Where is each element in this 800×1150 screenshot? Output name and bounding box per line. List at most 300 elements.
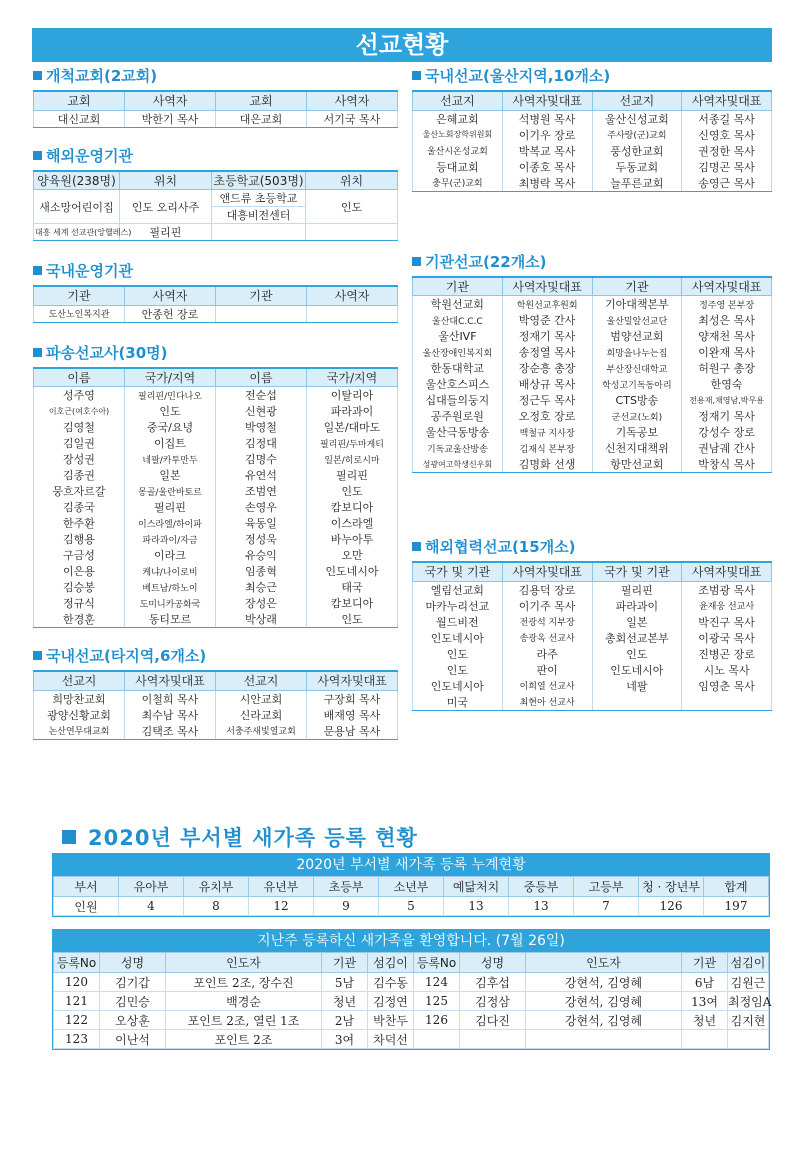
table-header: 사역자및대표 bbox=[502, 277, 592, 296]
table-header: 사역자및대표 bbox=[682, 562, 772, 581]
table-cell: 진병곤 장로 bbox=[682, 646, 772, 662]
table-cell: 대흥 세계 선교관(앙헬레스) bbox=[34, 224, 120, 241]
table-cell: 필리핀/민다나오 bbox=[125, 387, 216, 404]
table-row bbox=[413, 456, 772, 473]
table-cell: 울산IVF bbox=[413, 328, 503, 344]
table-header: 사역자및대표 bbox=[502, 562, 592, 581]
table-cell: 최성은 목사 bbox=[682, 312, 772, 328]
table-cell: 베트남/하노이 bbox=[125, 579, 216, 595]
square-bullet-icon bbox=[33, 266, 42, 275]
welcome-box bbox=[52, 929, 770, 1050]
table-header: 등록No bbox=[54, 953, 100, 973]
table-cell bbox=[728, 1030, 769, 1049]
table-row bbox=[34, 387, 398, 404]
table-cell: 13 bbox=[444, 897, 509, 916]
domestic-other-section bbox=[33, 646, 398, 740]
table-row bbox=[34, 419, 398, 435]
overseas-agencies-section bbox=[33, 146, 398, 242]
table-cell: 전용재,채영남,박무용 bbox=[682, 392, 772, 408]
table-cell: 석병원 목사 bbox=[502, 110, 592, 127]
table-cell: 권남궤 간사 bbox=[682, 440, 772, 456]
table-cell: 121 bbox=[54, 992, 100, 1011]
table-cell bbox=[307, 305, 398, 322]
summary-table bbox=[53, 876, 769, 916]
table-cell: 이기주 목사 bbox=[502, 598, 592, 614]
table-cell: 구금성 bbox=[34, 547, 125, 563]
table-cell: 김정연 bbox=[368, 992, 414, 1011]
table-cell: 일본/히로시마 bbox=[307, 451, 398, 467]
table-cell: 김종국 bbox=[34, 499, 125, 515]
table-cell: 박찬두 bbox=[368, 1011, 414, 1030]
table-header: 기관 bbox=[682, 953, 728, 973]
table-cell: 울산신성교회 bbox=[592, 110, 682, 127]
table-cell: 이철희 목사 bbox=[125, 690, 216, 707]
table-cell: 김지현 bbox=[728, 1011, 769, 1030]
table-header: 국가/지역 bbox=[125, 368, 216, 387]
table-cell: 항만선교회 bbox=[592, 456, 682, 473]
table-row bbox=[34, 467, 398, 483]
table-header: 위치 bbox=[120, 171, 212, 190]
table-cell: 이스라엘/하이파 bbox=[125, 515, 216, 531]
table-cell: 김수동 bbox=[368, 973, 414, 992]
table-cell: 5 bbox=[379, 897, 444, 916]
table-row bbox=[413, 344, 772, 360]
table-cell: 인도네시아 bbox=[592, 662, 682, 678]
page-banner: 선교현황 bbox=[32, 28, 772, 62]
table-cell: 캄보디아 bbox=[307, 595, 398, 611]
table-header: 부서 bbox=[54, 877, 119, 897]
table-cell: 포인트 2조 bbox=[166, 1030, 322, 1049]
table-cell: 기독교울산방송 bbox=[413, 440, 503, 456]
table-cell: 인도 bbox=[307, 483, 398, 499]
table-header: 유아부 bbox=[119, 877, 184, 897]
square-bullet-icon bbox=[62, 830, 76, 844]
table-header: 인도자 bbox=[166, 953, 322, 973]
table-row bbox=[34, 435, 398, 451]
table-cell: 김기갑 bbox=[100, 973, 166, 992]
table-header: 교회 bbox=[34, 91, 125, 110]
table-row bbox=[54, 1011, 769, 1030]
table-header: 예닮처치 bbox=[444, 877, 509, 897]
table-row bbox=[34, 499, 398, 515]
table-header: 기관 bbox=[592, 277, 682, 296]
missionaries-table bbox=[33, 367, 398, 629]
table-cell: 케냐/나이로비 bbox=[125, 563, 216, 579]
table-cell bbox=[414, 1030, 460, 1049]
table-row bbox=[54, 973, 769, 992]
domestic-other-title: 국내선교(타지역,6개소) bbox=[33, 646, 398, 666]
table-cell: 강성수 장로 bbox=[682, 424, 772, 440]
right-column bbox=[412, 66, 772, 711]
table-cell: 이난석 bbox=[100, 1030, 166, 1049]
table-header: 유치부 bbox=[184, 877, 249, 897]
table-cell: 김명수 bbox=[216, 451, 307, 467]
table-row bbox=[34, 483, 398, 499]
table-row bbox=[34, 579, 398, 595]
table-cell: 김재식 본부장 bbox=[502, 440, 592, 456]
domestic-other-table bbox=[33, 670, 398, 740]
square-bullet-icon bbox=[412, 542, 421, 551]
table-row bbox=[413, 127, 772, 143]
table-row bbox=[54, 1030, 769, 1049]
table-row bbox=[34, 611, 398, 628]
table-row bbox=[54, 992, 769, 1011]
table-cell: 구장회 목사 bbox=[307, 690, 398, 707]
table-cell: 캄보디아 bbox=[307, 499, 398, 515]
table-cell: 박영준 간사 bbox=[502, 312, 592, 328]
table-cell: 이스라엘 bbox=[307, 515, 398, 531]
table-cell: 오만 bbox=[307, 547, 398, 563]
table-cell bbox=[592, 694, 682, 711]
table-cell: 권정한 목사 bbox=[682, 143, 772, 159]
table-cell: 대흥비전센터 bbox=[212, 207, 306, 224]
table-cell: 김일권 bbox=[34, 435, 125, 451]
table-cell: 신영호 목사 bbox=[682, 127, 772, 143]
table-header: 사역자 bbox=[307, 91, 398, 110]
domestic-ulsan-title: 국내선교(울산지역,10개소) bbox=[412, 66, 772, 86]
table-cell: 13 bbox=[509, 897, 574, 916]
table-cell: 송광옥 선교사 bbox=[502, 630, 592, 646]
table-cell: 조범연 bbox=[216, 483, 307, 499]
table-cell: 늘푸른교회 bbox=[592, 175, 682, 192]
table-cell: 학원선교회 bbox=[413, 296, 503, 313]
table-cell: 대은교회 bbox=[216, 110, 307, 127]
table-row bbox=[34, 563, 398, 579]
table-cell: 인도 오리사주 bbox=[120, 190, 212, 224]
table-cell: 정성욱 bbox=[216, 531, 307, 547]
table-header: 성명 bbox=[100, 953, 166, 973]
table-cell: 임영춘 목사 bbox=[682, 678, 772, 694]
table-cell: 미국 bbox=[413, 694, 503, 711]
table-cell: 오상훈 bbox=[100, 1011, 166, 1030]
table-cell: 차덕선 bbox=[368, 1030, 414, 1049]
table-header: 위치 bbox=[306, 171, 398, 190]
missionaries-section bbox=[33, 343, 398, 629]
table-cell: 인도네시아 bbox=[413, 630, 503, 646]
table-cell: 배상규 목사 bbox=[502, 376, 592, 392]
table-row bbox=[413, 376, 772, 392]
table-row bbox=[34, 547, 398, 563]
table-cell: 김용덕 장로 bbox=[502, 581, 592, 598]
table-cell: 이종호 목사 bbox=[502, 159, 592, 175]
table-cell: 유연석 bbox=[216, 467, 307, 483]
table-header: 이름 bbox=[216, 368, 307, 387]
table-cell: 최현아 선교사 bbox=[502, 694, 592, 711]
table-row bbox=[34, 595, 398, 611]
table-cell: 전광석 지부장 bbox=[502, 614, 592, 630]
table-cell: 이광국 목사 bbox=[682, 630, 772, 646]
table-cell: 오정호 장로 bbox=[502, 408, 592, 424]
table-cell: 2남 bbox=[322, 1011, 368, 1030]
table-cell: 전순섭 bbox=[216, 387, 307, 404]
table-cell: 파라과이 bbox=[307, 403, 398, 419]
table-header: 합계 bbox=[704, 877, 769, 897]
table-cell bbox=[212, 224, 306, 241]
table-cell: 송정열 목사 bbox=[502, 344, 592, 360]
table-cell: 강현석, 김영혜 bbox=[526, 973, 682, 992]
table-cell: 범양선교회 bbox=[592, 328, 682, 344]
table-cell: 서종길 목사 bbox=[682, 110, 772, 127]
table-row bbox=[413, 360, 772, 376]
table-header: 등록No bbox=[414, 953, 460, 973]
table-cell: 등대교회 bbox=[413, 159, 503, 175]
table-cell: 필리핀/두마게티 bbox=[307, 435, 398, 451]
table-header: 섬김이 bbox=[368, 953, 414, 973]
table-cell: 8 bbox=[184, 897, 249, 916]
domestic-agencies-title: 국내운영기관 bbox=[33, 261, 398, 281]
table-header: 초등부 bbox=[314, 877, 379, 897]
table-cell: 동티모르 bbox=[125, 611, 216, 628]
left-column bbox=[33, 66, 398, 740]
table-cell: 성광여고학생신우회 bbox=[413, 456, 503, 473]
table-cell: 성주영 bbox=[34, 387, 125, 404]
table-cell: 안종헌 장로 bbox=[125, 305, 216, 322]
table-cell: 7 bbox=[574, 897, 639, 916]
table-row bbox=[413, 581, 772, 598]
table-row bbox=[34, 690, 398, 707]
table-cell: 십대들의둥지 bbox=[413, 392, 503, 408]
table-cell bbox=[682, 694, 772, 711]
institutions-table bbox=[412, 276, 772, 474]
table-row bbox=[413, 646, 772, 662]
table-cell: 일본 bbox=[592, 614, 682, 630]
square-bullet-icon bbox=[33, 71, 42, 80]
table-cell: 앤드류 초등학교 bbox=[212, 190, 306, 207]
table-cell: 이호근(여호수아) bbox=[34, 403, 125, 419]
table-header: 초등학교(503명) bbox=[212, 171, 306, 190]
table-header: 국가 및 기관 bbox=[592, 562, 682, 581]
table-cell: 6남 bbox=[682, 973, 728, 992]
table-cell: 청년 bbox=[322, 992, 368, 1011]
table-cell: 바누아투 bbox=[307, 531, 398, 547]
table-cell: 기아대책본부 bbox=[592, 296, 682, 313]
table-row bbox=[413, 175, 772, 192]
table-cell: 포인트 2조, 열린 1조 bbox=[166, 1011, 322, 1030]
table-cell: 윤재웅 선교사 bbox=[682, 598, 772, 614]
table-cell: 정주영 본부장 bbox=[682, 296, 772, 313]
table-cell: 울산대C.C.C bbox=[413, 312, 503, 328]
table-cell: 광양신황교회 bbox=[34, 707, 125, 723]
table-cell: 한동대학교 bbox=[413, 360, 503, 376]
table-cell: 강현석, 김영혜 bbox=[526, 992, 682, 1011]
table-cell bbox=[682, 1030, 728, 1049]
table-cell: 기독공보 bbox=[592, 424, 682, 440]
table-cell: 허원구 총장 bbox=[682, 360, 772, 376]
table-cell: 인도 bbox=[307, 611, 398, 628]
table-cell: 인원 bbox=[54, 897, 119, 916]
table-cell: 인도 bbox=[413, 646, 503, 662]
table-cell: 시안교회 bbox=[216, 690, 307, 707]
table-header: 사역자및대표 bbox=[682, 91, 772, 110]
table-row bbox=[413, 424, 772, 440]
table-cell: 박복교 목사 bbox=[502, 143, 592, 159]
table-header: 고등부 bbox=[574, 877, 639, 897]
table-cell: 논산연무대교회 bbox=[34, 723, 125, 740]
table-cell: 배재영 목사 bbox=[307, 707, 398, 723]
table-header: 기관 bbox=[322, 953, 368, 973]
registration-summary-box bbox=[52, 853, 770, 917]
table-cell: 정재기 목사 bbox=[502, 328, 592, 344]
table-cell: 월드비전 bbox=[413, 614, 503, 630]
table-cell: 울산극동방송 bbox=[413, 424, 503, 440]
table-cell: 9 bbox=[314, 897, 379, 916]
table-cell: 마카누리선교 bbox=[413, 598, 503, 614]
table-cell: 일본/대마도 bbox=[307, 419, 398, 435]
overseas-agencies-title: 해외운영기관 bbox=[33, 146, 398, 166]
table-row bbox=[413, 678, 772, 694]
domestic-ulsan-table bbox=[412, 90, 772, 192]
square-bullet-icon bbox=[412, 71, 421, 80]
table-cell: 유승익 bbox=[216, 547, 307, 563]
table-cell: 울산호스피스 bbox=[413, 376, 503, 392]
table-cell: 필리핀 bbox=[125, 499, 216, 515]
table-row bbox=[34, 531, 398, 547]
registration-title: 2020년 부서별 새가족 등록 현황 bbox=[62, 822, 418, 852]
table-cell: 학성고기독동아리 bbox=[592, 376, 682, 392]
table-cell bbox=[526, 1030, 682, 1049]
table-header: 인도자 bbox=[526, 953, 682, 973]
table-header: 사역자및대표 bbox=[502, 91, 592, 110]
table-cell: 197 bbox=[704, 897, 769, 916]
table-cell: 최승근 bbox=[216, 579, 307, 595]
table-cell: 김정대 bbox=[216, 435, 307, 451]
table-row bbox=[34, 707, 398, 723]
table-cell: 뭉흐자르갈 bbox=[34, 483, 125, 499]
table-cell: 총회선교본부 bbox=[592, 630, 682, 646]
table-cell: 파라과이 bbox=[592, 598, 682, 614]
table-row bbox=[34, 515, 398, 531]
table-cell: 12 bbox=[249, 897, 314, 916]
missionaries-title: 파송선교사(30명) bbox=[33, 343, 398, 363]
table-cell: 송영근 목사 bbox=[682, 175, 772, 192]
table-cell: 대신교회 bbox=[34, 110, 125, 127]
domestic-agencies-section bbox=[33, 261, 398, 323]
table-cell: 김정삼 bbox=[460, 992, 526, 1011]
table-cell: 김행용 bbox=[34, 531, 125, 547]
square-bullet-icon bbox=[33, 151, 42, 160]
table-cell: 이기우 장로 bbox=[502, 127, 592, 143]
table-header: 기관 bbox=[413, 277, 503, 296]
table-header: 양육원(238명) bbox=[34, 171, 120, 190]
table-cell: 풍성한교회 bbox=[592, 143, 682, 159]
table-cell: 김민승 bbox=[100, 992, 166, 1011]
overseas-agencies-table bbox=[33, 170, 398, 242]
table-header: 선교지 bbox=[592, 91, 682, 110]
table-row bbox=[34, 723, 398, 740]
table-cell: 필리핀 bbox=[592, 581, 682, 598]
welcome-table bbox=[53, 952, 772, 1049]
table-header: 사역자및대표 bbox=[307, 671, 398, 690]
table-cell: 몽골/울란바토르 bbox=[125, 483, 216, 499]
table-cell bbox=[216, 305, 307, 322]
table-row bbox=[413, 630, 772, 646]
table-row bbox=[413, 296, 772, 313]
table-cell: 엘림선교회 bbox=[413, 581, 503, 598]
table-cell: 한영숙 bbox=[682, 376, 772, 392]
institutions-title: 기관선교(22개소) bbox=[412, 252, 772, 272]
table-cell: 13여 bbox=[682, 992, 728, 1011]
table-cell: 강현석, 김영혜 bbox=[526, 1011, 682, 1030]
table-header: 사역자및대표 bbox=[682, 277, 772, 296]
table-cell: 신천지대책위 bbox=[592, 440, 682, 456]
table-header: 선교지 bbox=[216, 671, 307, 690]
table-cell bbox=[460, 1030, 526, 1049]
table-row bbox=[34, 305, 398, 322]
table-cell: 125 bbox=[414, 992, 460, 1011]
table-cell: 인도 bbox=[306, 190, 398, 224]
table-cell: 필리핀 bbox=[120, 224, 212, 241]
table-cell: 박상래 bbox=[216, 611, 307, 628]
table-cell: 인도 bbox=[413, 662, 503, 678]
table-row bbox=[34, 403, 398, 419]
table-cell: 박영철 bbox=[216, 419, 307, 435]
table-row bbox=[413, 598, 772, 614]
table-cell: 포인트 2조, 장수진 bbox=[166, 973, 322, 992]
table-cell: 네팔 bbox=[592, 678, 682, 694]
table-cell: 이완재 목사 bbox=[682, 344, 772, 360]
table-cell: CTS방송 bbox=[592, 392, 682, 408]
table-cell: 이라크 bbox=[125, 547, 216, 563]
table-cell: 장성은 bbox=[216, 595, 307, 611]
table-cell: 부산장신대학교 bbox=[592, 360, 682, 376]
table-row bbox=[34, 110, 398, 127]
table-header: 교회 bbox=[216, 91, 307, 110]
table-cell: 충무(군)교회 bbox=[413, 175, 503, 192]
table-cell: 울산노회장학위원회 bbox=[413, 127, 503, 143]
table-header: 사역자 bbox=[307, 286, 398, 305]
table-row bbox=[413, 328, 772, 344]
table-row bbox=[413, 440, 772, 456]
table-cell: 군선교(노회) bbox=[592, 408, 682, 424]
table-row bbox=[413, 662, 772, 678]
table-cell: 문용남 목사 bbox=[307, 723, 398, 740]
domestic-agencies-table bbox=[33, 285, 398, 323]
table-cell: 중국/요녕 bbox=[125, 419, 216, 435]
table-cell: 이탈리아 bbox=[307, 387, 398, 404]
table-row bbox=[413, 159, 772, 175]
table-header: 사역자 bbox=[125, 286, 216, 305]
table-cell: 라주 bbox=[502, 646, 592, 662]
table-cell: 최병락 목사 bbox=[502, 175, 592, 192]
table-cell: 장성권 bbox=[34, 451, 125, 467]
table-cell: 126 bbox=[639, 897, 704, 916]
table-cell: 육동일 bbox=[216, 515, 307, 531]
table-cell: 조범광 목사 bbox=[682, 581, 772, 598]
table-cell: 최수남 목사 bbox=[125, 707, 216, 723]
table-cell: 김종권 bbox=[34, 467, 125, 483]
table-cell: 김후섭 bbox=[460, 973, 526, 992]
table-header: 성명 bbox=[460, 953, 526, 973]
table-row bbox=[54, 897, 769, 916]
table-cell: 김원근 bbox=[728, 973, 769, 992]
table-cell: 박진구 목사 bbox=[682, 614, 772, 630]
table-header: 소년부 bbox=[379, 877, 444, 897]
table-header: 이름 bbox=[34, 368, 125, 387]
table-cell: 장순흥 총장 bbox=[502, 360, 592, 376]
table-header: 기관 bbox=[216, 286, 307, 305]
table-cell: 인도 bbox=[125, 403, 216, 419]
table-cell: 백경순 bbox=[166, 992, 322, 1011]
table-cell: 시노 목사 bbox=[682, 662, 772, 678]
square-bullet-icon bbox=[33, 348, 42, 357]
table-cell: 박한기 목사 bbox=[125, 110, 216, 127]
welcome-header: 지난주 등록하신 새가족을 환영합니다. (7월 26일) bbox=[53, 930, 769, 952]
table-cell: 신라교회 bbox=[216, 707, 307, 723]
table-cell: 한주환 bbox=[34, 515, 125, 531]
summary-header: 2020년 부서별 새가족 등록 누계현황 bbox=[53, 854, 769, 876]
table-cell: 울산밀알선교단 bbox=[592, 312, 682, 328]
table-row bbox=[413, 312, 772, 328]
